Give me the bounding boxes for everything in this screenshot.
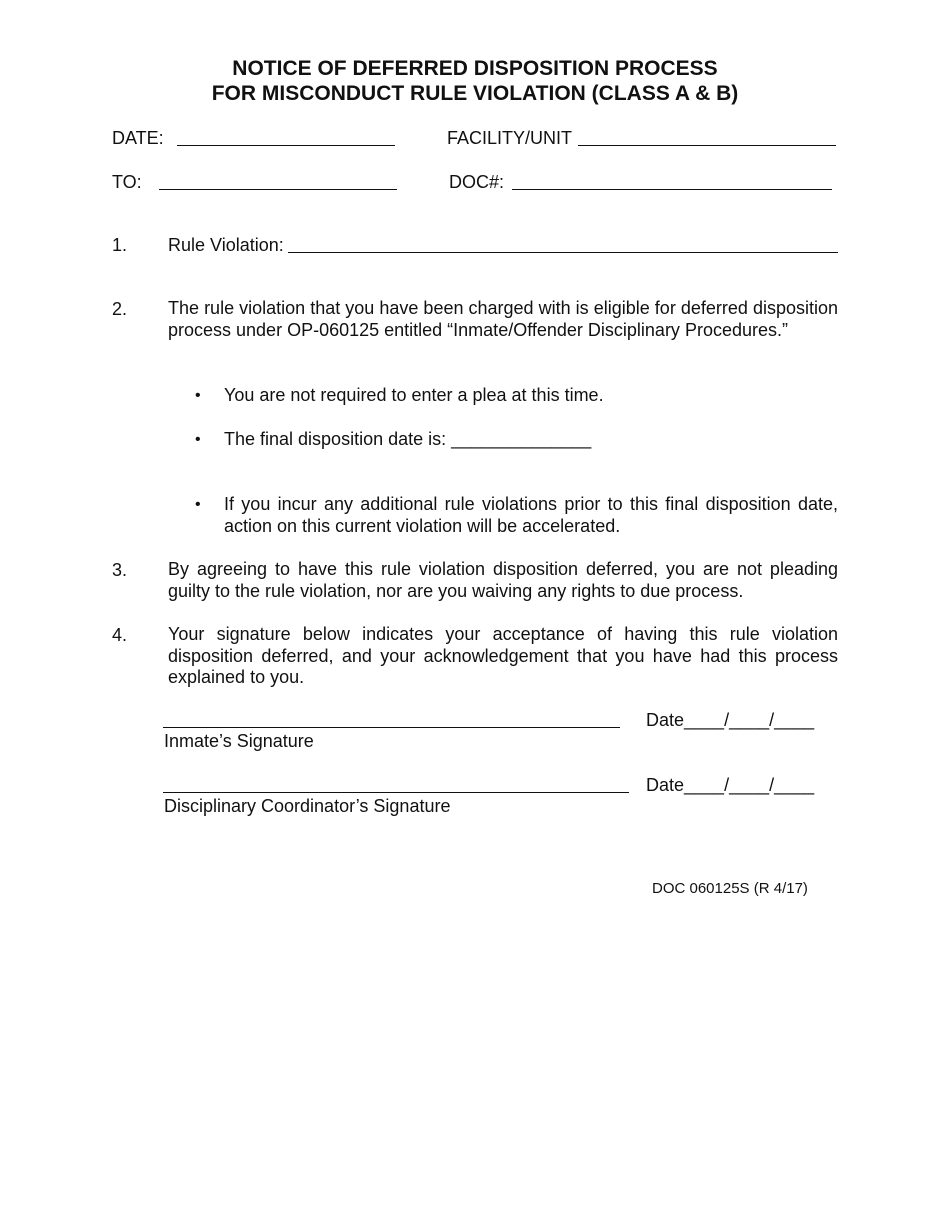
inmate-signature-line[interactable] (163, 727, 620, 728)
item-1-number: 1. (112, 235, 128, 255)
form-title-line-1: NOTICE OF DEFERRED DISPOSITION PROCESS (232, 57, 718, 80)
doc-number-label: DOC#: (449, 172, 505, 192)
coordinator-signature-date[interactable]: Date____/____/____ (646, 775, 815, 795)
form-title-line-2: FOR MISCONDUCT RULE VIOLATION (CLASS A & B) (211, 82, 739, 105)
coordinator-signature-label: Disciplinary Coordinator’s Signature (164, 796, 451, 816)
coordinator-signature-line[interactable] (163, 792, 629, 793)
inmate-signature-label: Inmate’s Signature (164, 731, 314, 751)
inmate-signature-date[interactable]: Date____/____/____ (646, 710, 815, 730)
item-4-number: 4. (112, 625, 128, 645)
bullet-icon: • (195, 387, 201, 404)
facility-unit-field[interactable] (578, 145, 836, 146)
item-2-text: The rule violation that you have been charged with is eligible for deferred disposition process under OP-060125 entitled “Inmate/Offender Disciplinary Procedures.” (168, 298, 838, 340)
item-3-text: By agreeing to have this rule violation disposition deferred, you are not pleading guilty to the rule violation, nor are you waiving any rights to due process. (168, 559, 838, 601)
bullet-3-text: If you incur any additional rule violations prior to this final disposition date, action on this current violation will be accelerated. (224, 494, 838, 536)
to-field[interactable] (159, 189, 397, 190)
rule-violation-field[interactable] (288, 252, 838, 253)
rule-violation-label: Rule Violation: (168, 235, 284, 255)
date-field[interactable] (177, 145, 395, 146)
to-label: TO: (112, 172, 142, 192)
item-4-text: Your signature below indicates your acceptance of having this rule violation disposition deferred, and your acknowledgement that you have had this process explained to you. (168, 624, 838, 687)
bullet-1-text: You are not required to enter a plea at this time. (224, 385, 604, 405)
item-3-number: 3. (112, 560, 128, 580)
facility-unit-label: FACILITY/UNIT (447, 128, 573, 148)
bullet-icon: • (195, 496, 201, 513)
form-code: DOC 060125S (R 4/17) (652, 880, 808, 897)
bullet-icon: • (195, 431, 201, 448)
final-disposition-date-text: The final disposition date is: ______________ (224, 429, 592, 449)
item-2-number: 2. (112, 299, 128, 319)
date-label: DATE: (112, 128, 164, 148)
doc-number-field[interactable] (512, 189, 832, 190)
